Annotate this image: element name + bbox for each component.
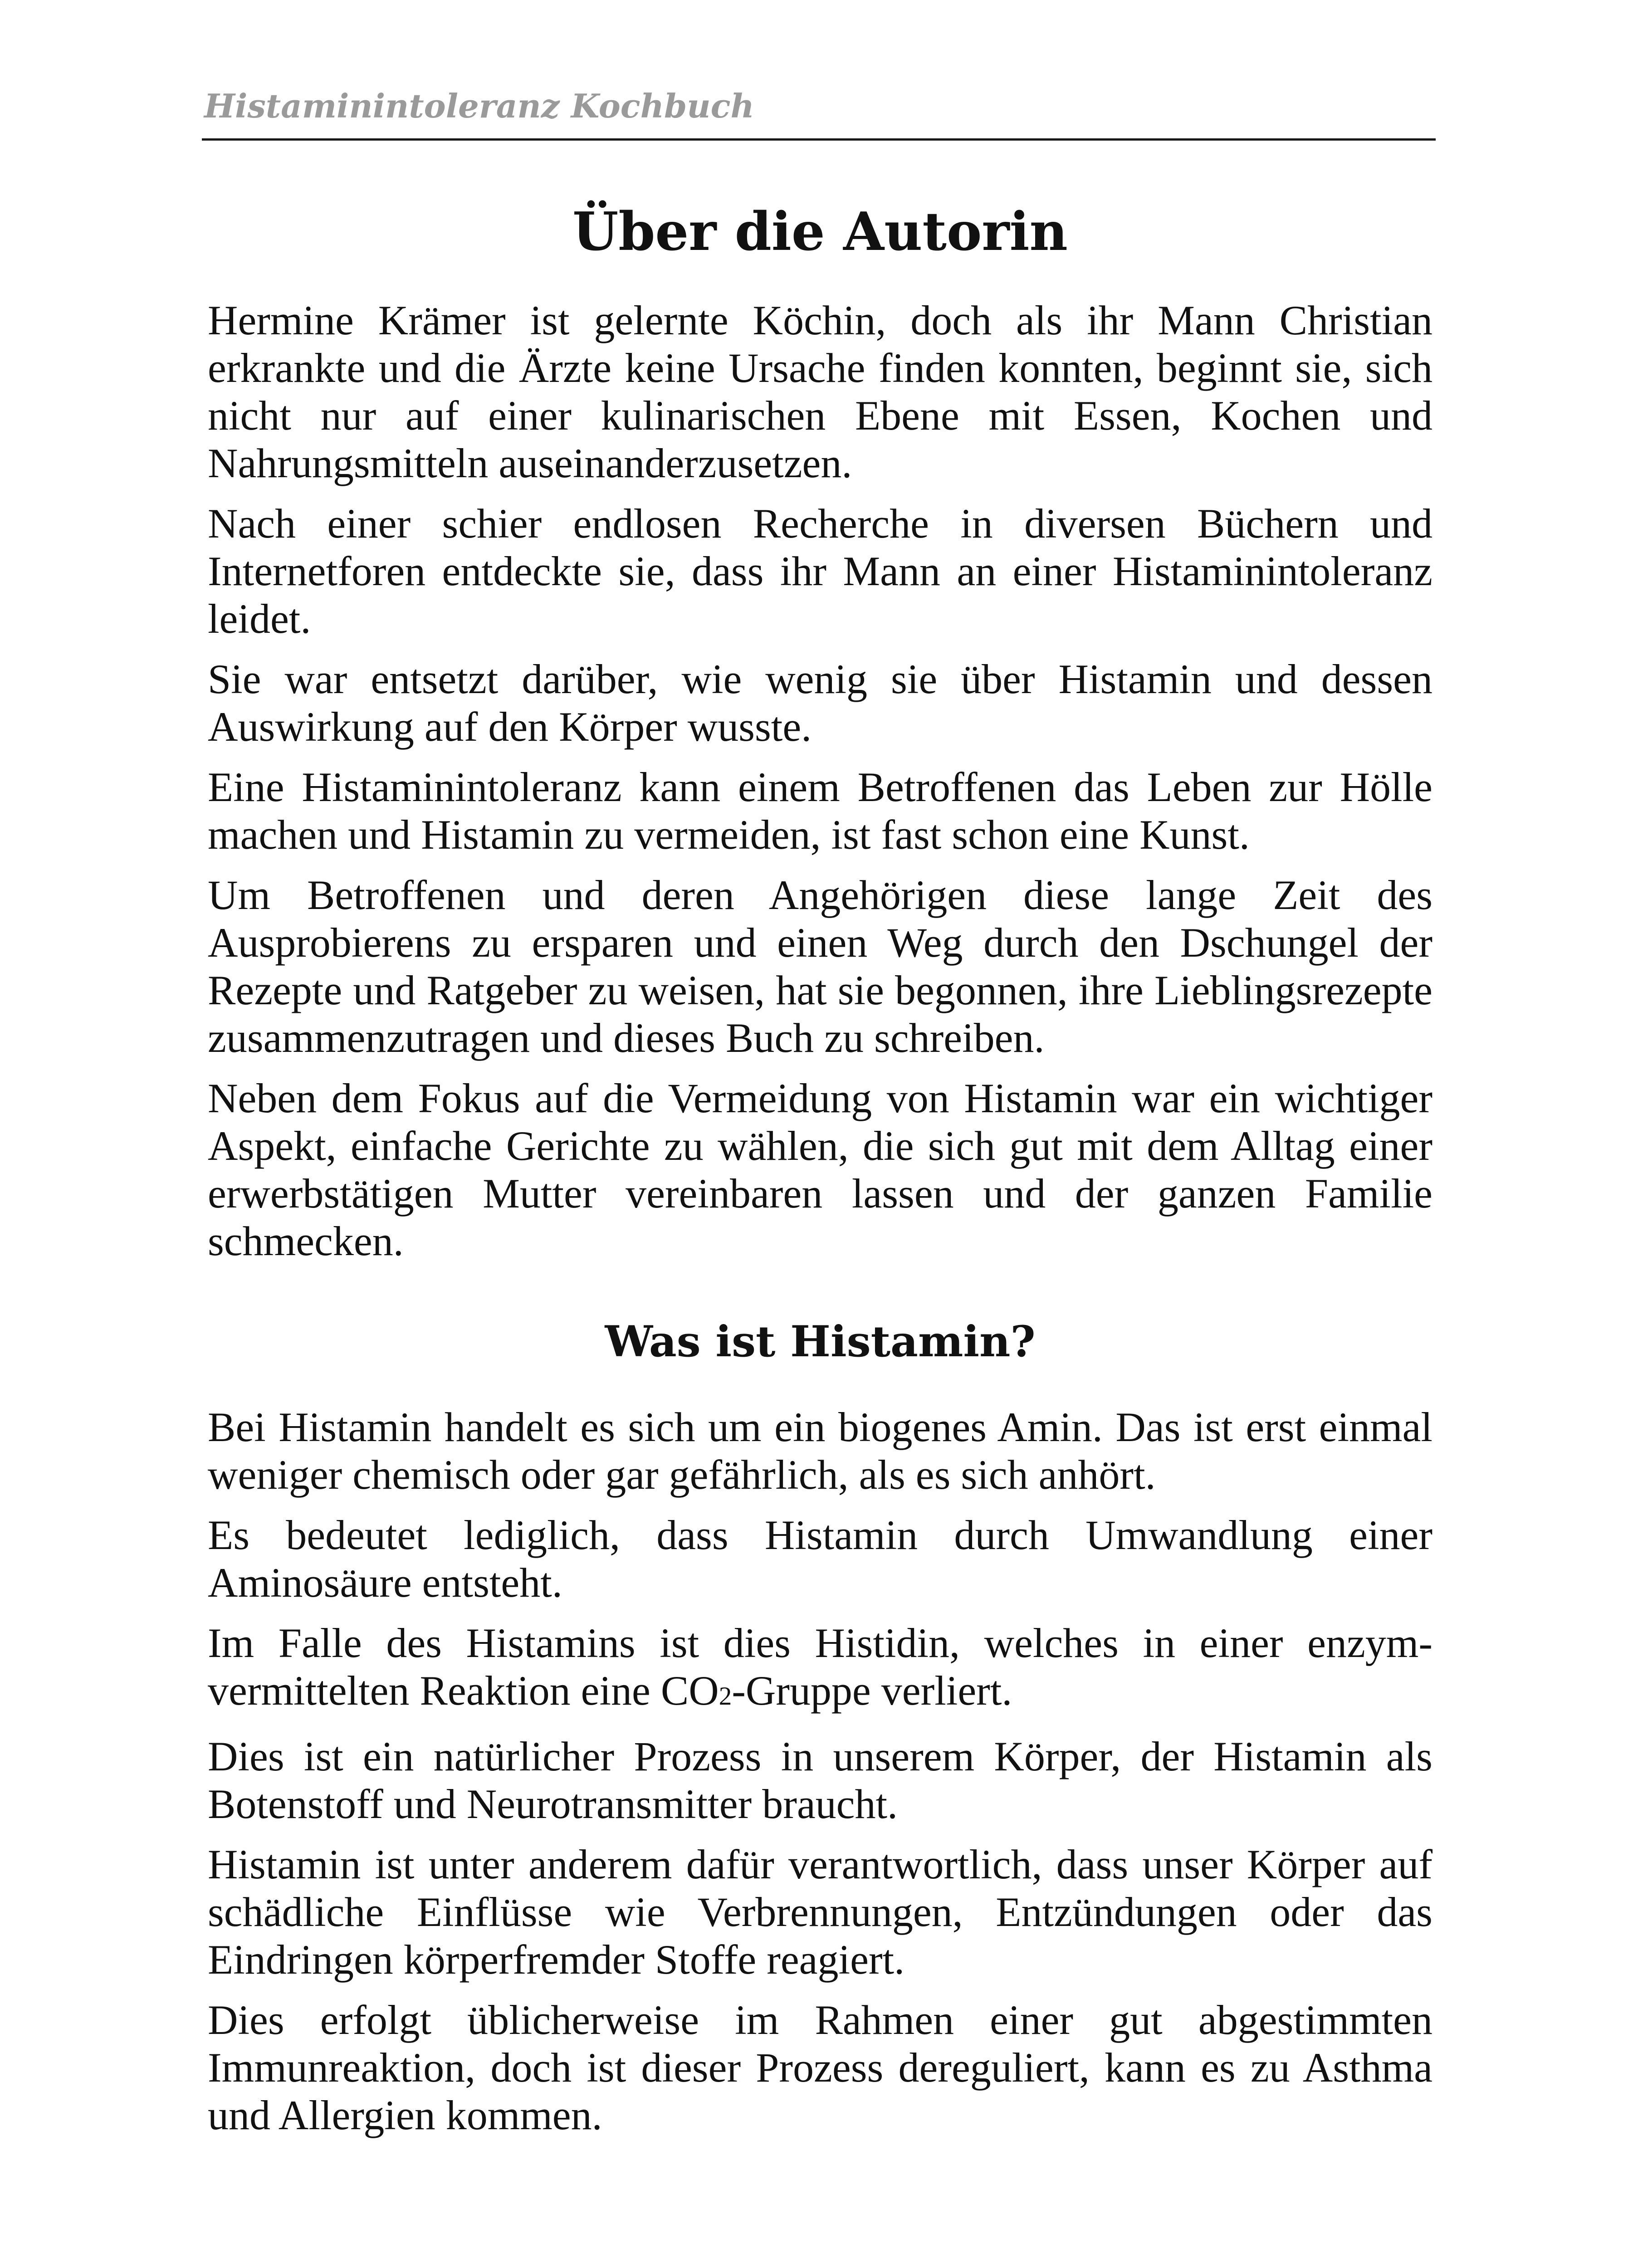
paragraph-text-after: -Gruppe verliert. xyxy=(732,1667,1012,1714)
paragraph: Um Betroffenen und deren Angehörigen diese lange Zeit des Ausprobierens zu ersparen und einen Weg durch den Dschungel der Rezepte und Ratgeber zu weisen, hat sie begonnen, ihre Lieblingsrezepte zusammenzutragen und dieses Buch zu schreiben. xyxy=(208,871,1433,1061)
paragraph: Sie war entsetzt darüber, wie wenig sie über Histamin und dessen Auswirkung auf den Körper wusste. xyxy=(208,655,1433,750)
header-divider xyxy=(202,138,1436,141)
paragraph-text-before: Im Falle des Histamins ist dies Histidin, welches in einer enzym-vermittelten Reaktion eine CO xyxy=(208,1619,1433,1714)
section-title-about-author: Über die Autorin xyxy=(572,201,1068,263)
paragraph: Es bedeutet lediglich, dass Histamin durch Umwandlung einer Aminosäure entsteht. xyxy=(208,1511,1433,1606)
running-header-title: Histaminintoleranz Kochbuch xyxy=(204,87,754,125)
section-title-what-is-histamine: Was ist Histamin? xyxy=(605,1316,1036,1367)
paragraph: Histamin ist unter anderem dafür verantwortlich, dass unser Körper auf schädliche Einflüsse wie Verbrennungen, Entzündungen oder das Eindringen körperfremder Stoffe reagiert. xyxy=(208,1841,1433,1983)
paragraph: Dies erfolgt üblicherweise im Rahmen einer gut abgestimmten Immunreaktion, doch ist dieser Prozess dereguliert, kann es zu Asthma und Allergien kommen. xyxy=(208,1996,1433,2138)
page-body xyxy=(208,203,1433,2152)
paragraph: Nach einer schier endlosen Recherche in diversen Büchern und Internetforen entdeckte sie, dass ihr Mann an einer Histaminintoleranz leidet. xyxy=(208,500,1433,642)
paragraph-co2 xyxy=(208,1619,1433,1720)
paragraph: Eine Histaminintoleranz kann einem Betroffenen das Leben zur Hölle machen und Histamin zu vermeiden, ist fast schon eine Kunst. xyxy=(208,763,1433,858)
paragraph: Bei Histamin handelt es sich um ein biogenes Amin. Das ist erst einmal weniger chemisch oder gar gefährlich, als es sich anhört. xyxy=(208,1403,1433,1498)
paragraph: Hermine Krämer ist gelernte Köchin, doch als ihr Mann Christian erkrankte und die Ärzte keine Ursache finden konnten, beginnt sie, sich nicht nur auf einer kulinarischen Ebene mit Essen, Kochen und Nahrungsmitteln auseinanderzusetzen. xyxy=(208,297,1433,486)
paragraph: Dies ist ein natürlicher Prozess in unserem Körper, der Histamin als Botenstoff und Neurotransmitter braucht. xyxy=(208,1733,1433,1827)
paragraph: Neben dem Fokus auf die Vermeidung von Histamin war ein wichtiger Aspekt, einfache Gerichte zu wählen, die sich gut mit dem Alltag einer erwerbstätigen Mutter vereinbaren lassen und der ganzen Familie schmecken. xyxy=(208,1075,1433,1264)
co2-subscript: 2 xyxy=(719,1681,732,1711)
